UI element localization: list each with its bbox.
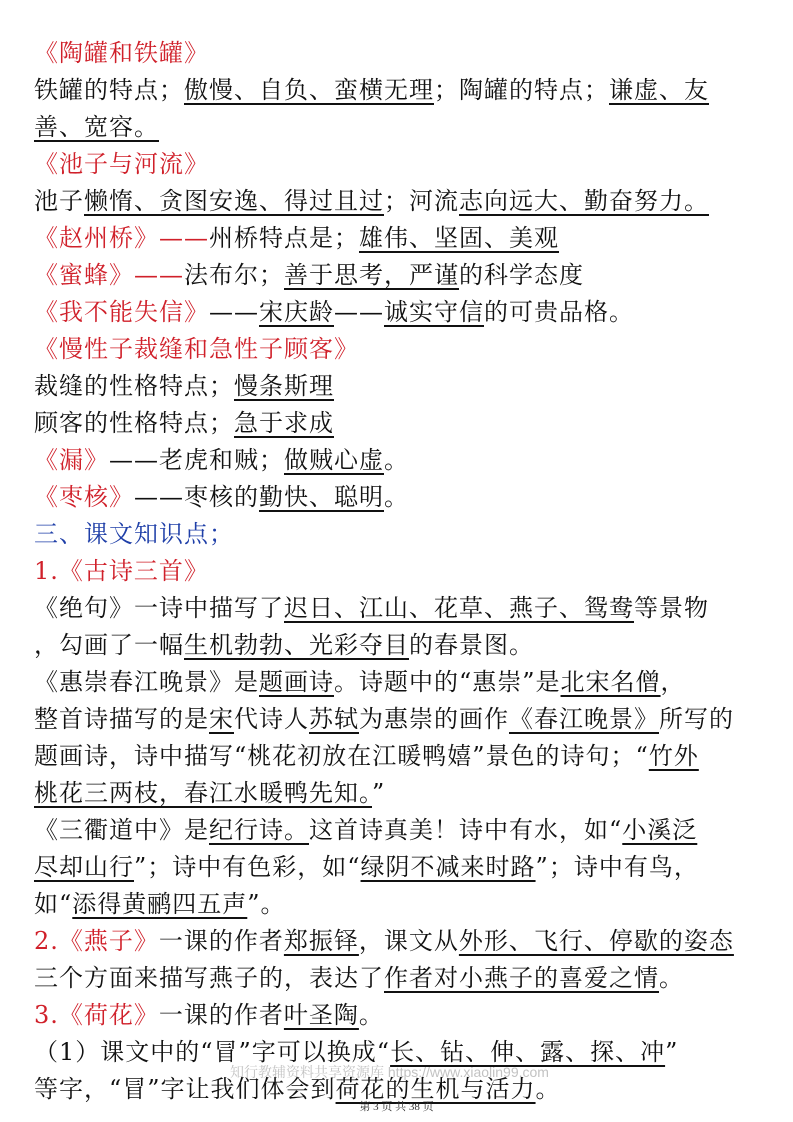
text-line: （1）课文中的“冒”字可以换成“长、钻、伸、露、探、冲”	[34, 1038, 679, 1066]
text-line: 整首诗描写的是宋代诗人苏轼为惠崇的画作《春江晚景》所写的	[34, 705, 734, 733]
text-line: 尽却山行”；诗中有色彩，如“绿阴不减来时路”；诗中有鸟，	[34, 853, 699, 881]
text-line: 2.《燕子》一课的作者郑振铎，课文从外形、飞行、停歇的姿态	[34, 927, 734, 955]
text-line: 等字，“冒”字让我们体会到荷花的生机与活力。	[34, 1075, 561, 1103]
heading-chizi-heliu: 《池子与河流》	[34, 150, 209, 178]
text-line: 顾客的性格特点；急于求成	[34, 409, 334, 437]
text-line: 桃花三两枝，春江水暖鸭先知。”	[34, 779, 386, 807]
text-line: 如“添得黄鹂四五声”。	[34, 890, 286, 918]
section-heading: 三、课文知识点；	[34, 520, 234, 548]
text-line: 《三衢道中》是纪行诗。这首诗真美！诗中有水，如“小溪泛	[34, 816, 698, 844]
text-line: 池子懒惰、贪图安逸、得过且过；河流志向远大、勤奋努力。	[34, 187, 709, 215]
text-line: 裁缝的性格特点；慢条斯理	[34, 372, 334, 400]
heading-cai-feng: 《慢性子裁缝和急性子顾客》	[34, 335, 359, 363]
text-line: 三个方面来描写燕子的，表达了作者对小燕子的喜爱之情。	[34, 964, 684, 992]
text-line: 《枣核》——枣核的勤快、聪明。	[34, 483, 409, 511]
text-line: 《我不能失信》——宋庆龄——诚实守信的可贵品格。	[34, 298, 634, 326]
text-line: 《惠崇春江晚景》是题画诗。诗题中的“惠崇”是北宋名僧，	[34, 668, 686, 696]
text-line: 铁罐的特点；傲慢、自负、蛮横无理；陶罐的特点；谦虚、友	[34, 76, 709, 104]
text-line: 《漏》——老虎和贼；做贼心虚。	[34, 446, 409, 474]
page-footer: 第 3 页 共 38 页	[359, 1101, 434, 1113]
text-line: 善、宽容。	[34, 113, 159, 141]
heading-gushi: 1.《古诗三首》	[34, 557, 209, 585]
text-line: 题画诗，诗中描写“桃花初放在江暖鸭嬉”景色的诗句；“竹外	[34, 742, 699, 770]
text-line: ，勾画了一幅生机勃勃、光彩夺目的春景图。	[34, 631, 534, 659]
text-line: 《赵州桥》——州桥特点是；雄伟、坚固、美观	[34, 224, 559, 252]
text-line: 《绝句》一诗中描写了迟日、江山、花草、燕子、鸳鸯等景物	[34, 594, 709, 622]
text-line: 3.《荷花》一课的作者叶圣陶。	[34, 1001, 384, 1029]
watermark: 知行教辅资料共享资源库 https://www.xiaolin99.com	[230, 1064, 549, 1080]
heading-tao-guan: 《陶罐和铁罐》	[34, 39, 209, 67]
text-line: 《蜜蜂》——法布尔；善于思考，严谨的科学态度	[34, 261, 584, 289]
